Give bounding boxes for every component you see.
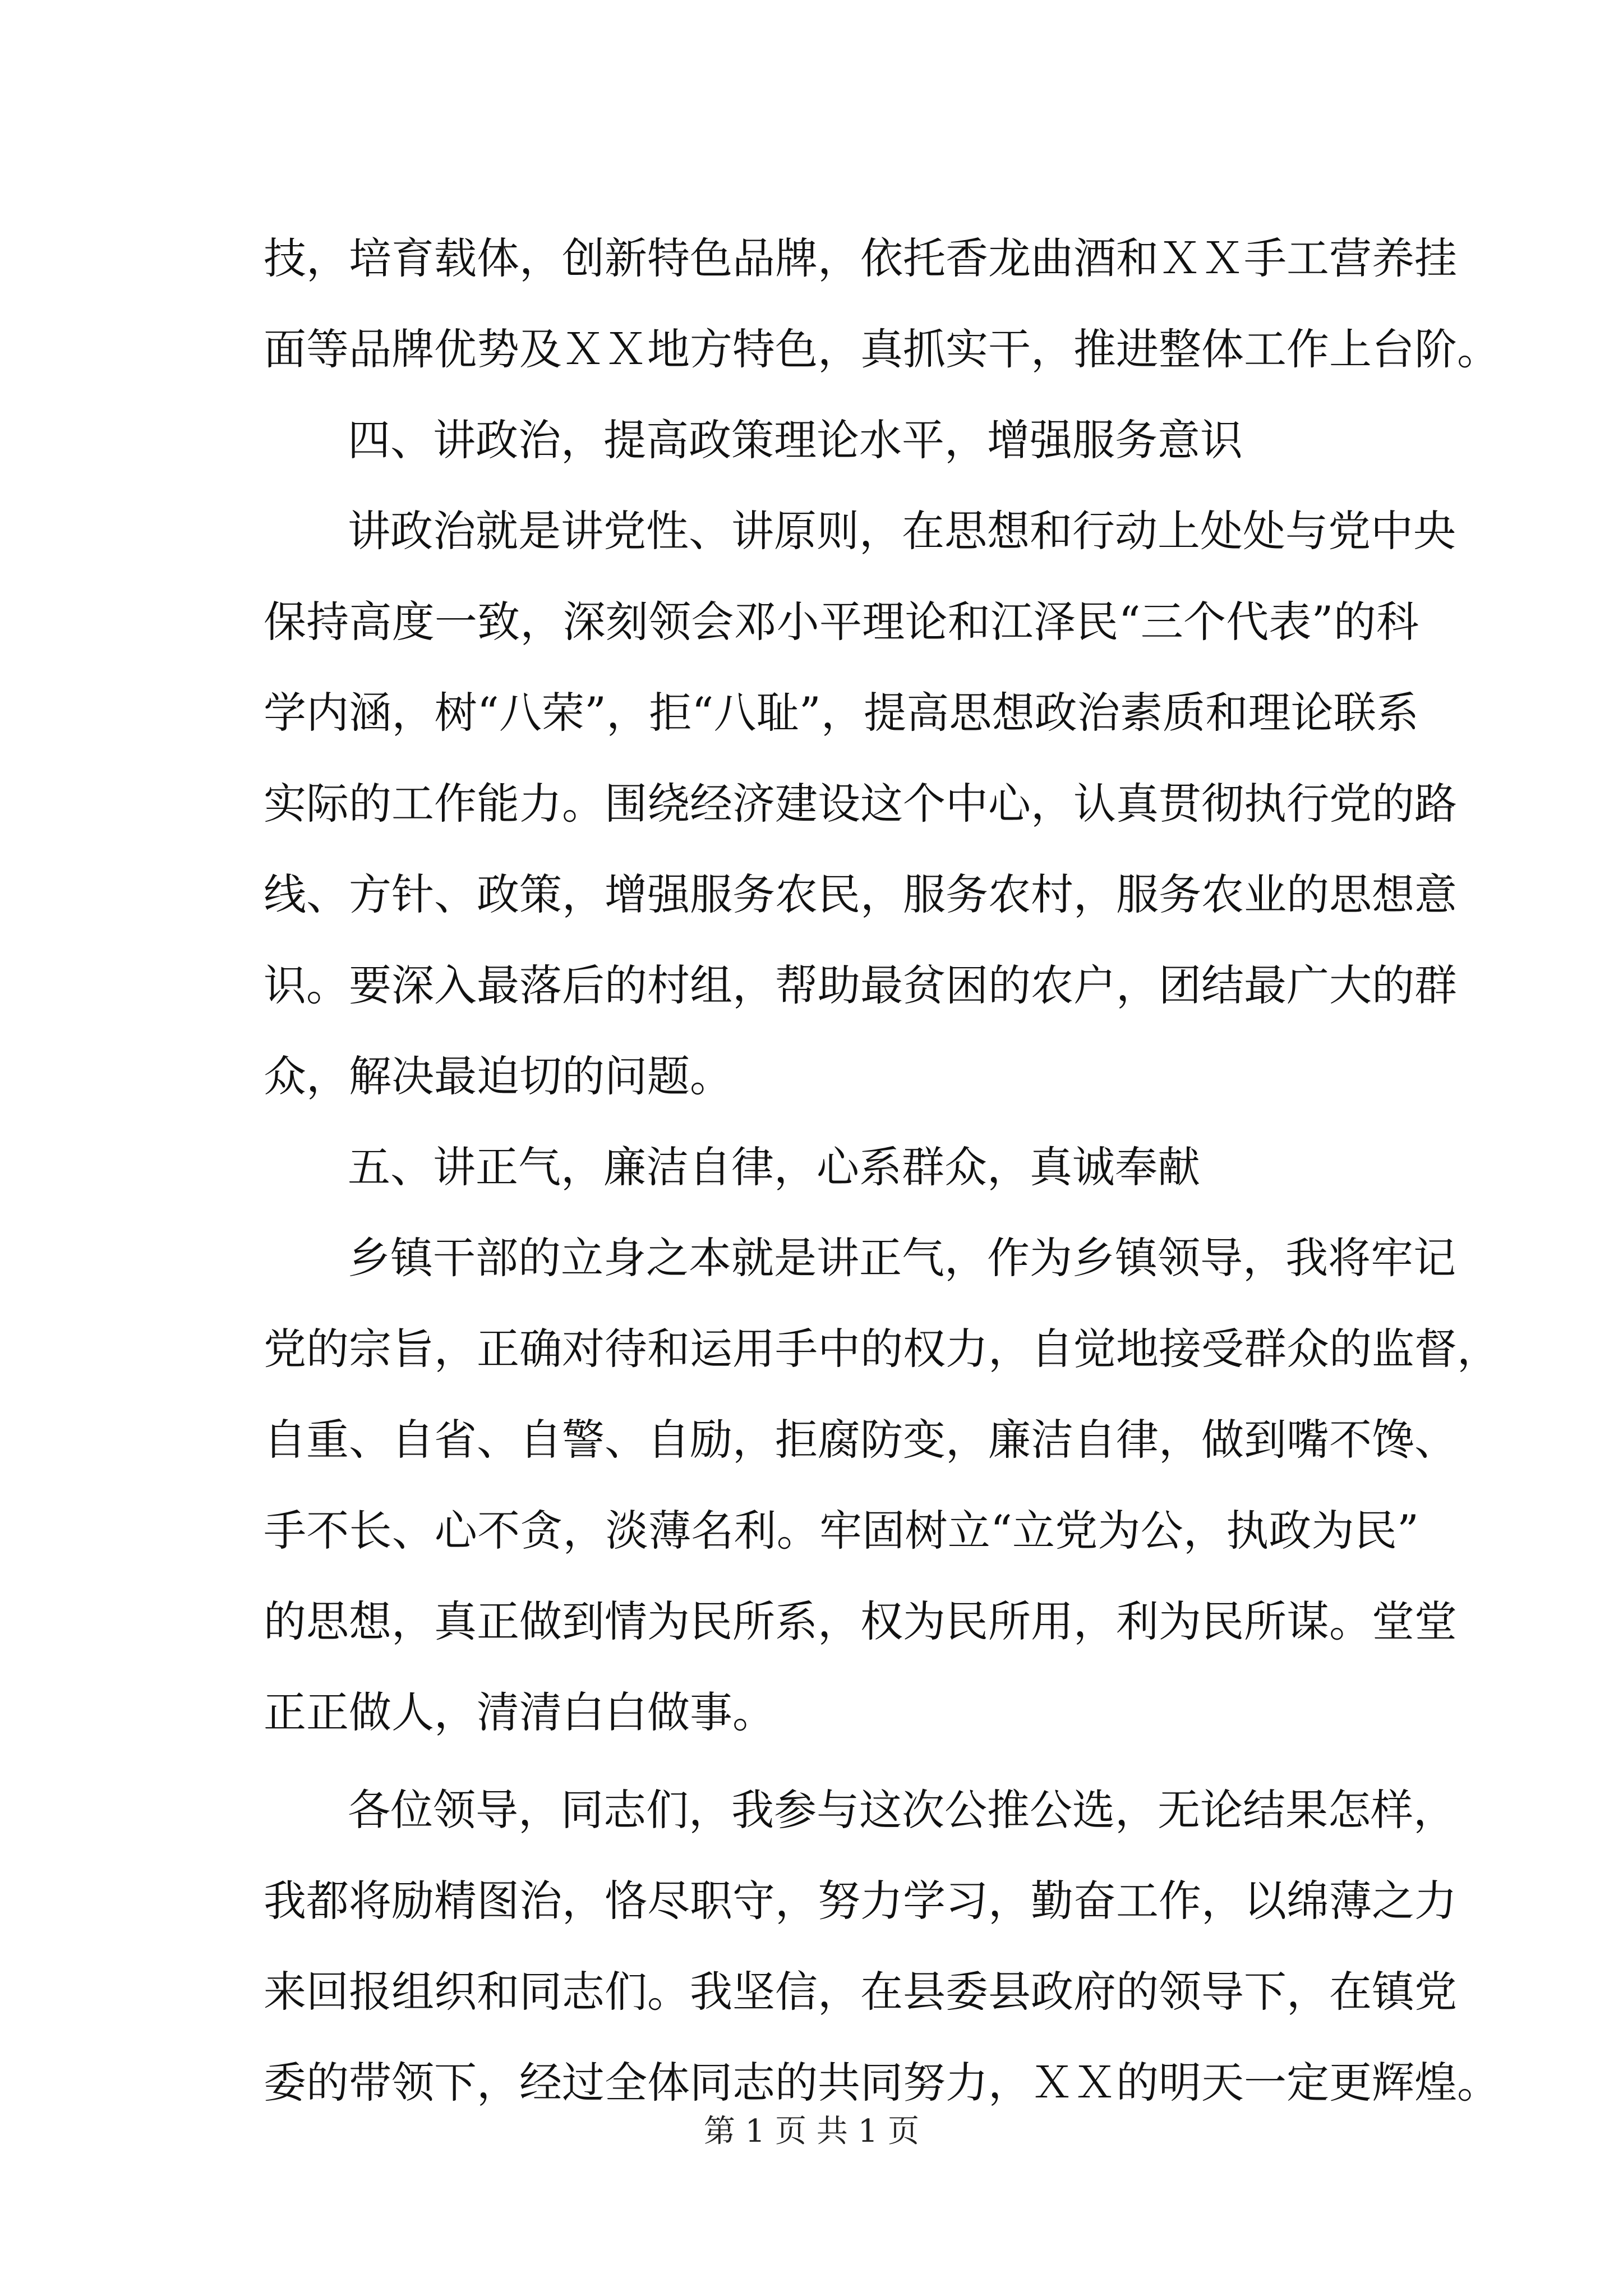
body-line: 众，解决最迫切的问题。 <box>264 1051 732 1101</box>
page-footer: 第 1 页 共 1 页 <box>703 2113 920 2150</box>
body-line: 我都将励精图治，恪尽职守，努力学习，勤奋工作，以绵薄之力 <box>264 1876 1457 1926</box>
body-line: 来回报组织和同志们。我坚信，在县委县政府的领导下，在镇党 <box>264 1967 1457 2017</box>
body-line: 自重、自省、自警、自励，拒腐防变，廉洁自律，做到嘴不馋、 <box>264 1415 1457 1465</box>
body-line: 各位领导，同志们，我参与这次公推公选，无论结果怎样， <box>348 1785 1456 1835</box>
body-line: 正正做人，清清白白做事。 <box>264 1687 775 1737</box>
body-line: 线、方针、政策，增强服务农民，服务农村，服务农业的思想意 <box>264 869 1457 919</box>
section-heading: 四、讲政治，提高政策理论水平，增强服务意识 <box>348 415 1243 465</box>
body-line: 技，培育载体，创新特色品牌，依托香龙曲酒和ＸＸ手工营养挂 <box>264 233 1457 283</box>
body-line: 委的带领下，经过全体同志的共同努力，ＸＸ的明天一定更辉煌。 <box>264 2058 1500 2108</box>
body-line: 的思想，真正做到情为民所系，权为民所用，利为民所谋。堂堂 <box>264 1596 1457 1646</box>
section-heading: 五、讲正气，廉洁自律，心系群众，真诚奉献 <box>348 1142 1200 1192</box>
document-body <box>264 213 1500 2128</box>
body-line: 学内涵，树“八荣”，拒“八耻”，提高思想政治素质和理论联系 <box>264 688 1419 738</box>
body-line: 手不长、心不贪，淡薄名利。牢固树立“立党为公，执政为民” <box>264 1506 1419 1556</box>
body-line: 乡镇干部的立身之本就是讲正气，作为乡镇领导，我将牢记 <box>348 1233 1456 1283</box>
body-line: 党的宗旨，正确对待和运用手中的权力，自觉地接受群众的监督， <box>264 1324 1500 1374</box>
body-line: 保持高度一致，深刻领会邓小平理论和江泽民“三个代表”的科 <box>264 597 1419 647</box>
body-line: 实际的工作能力。围绕经济建设这个中心，认真贯彻执行党的路 <box>264 779 1457 829</box>
body-line: 讲政治就是讲党性、讲原则，在思想和行动上处处与党中央 <box>348 506 1456 556</box>
body-line: 面等品牌优势及ＸＸ地方特色，真抓实干，推进整体工作上台阶。 <box>264 324 1500 374</box>
body-line: 识。要深入最落后的村组，帮助最贫困的农户，团结最广大的群 <box>264 960 1457 1010</box>
